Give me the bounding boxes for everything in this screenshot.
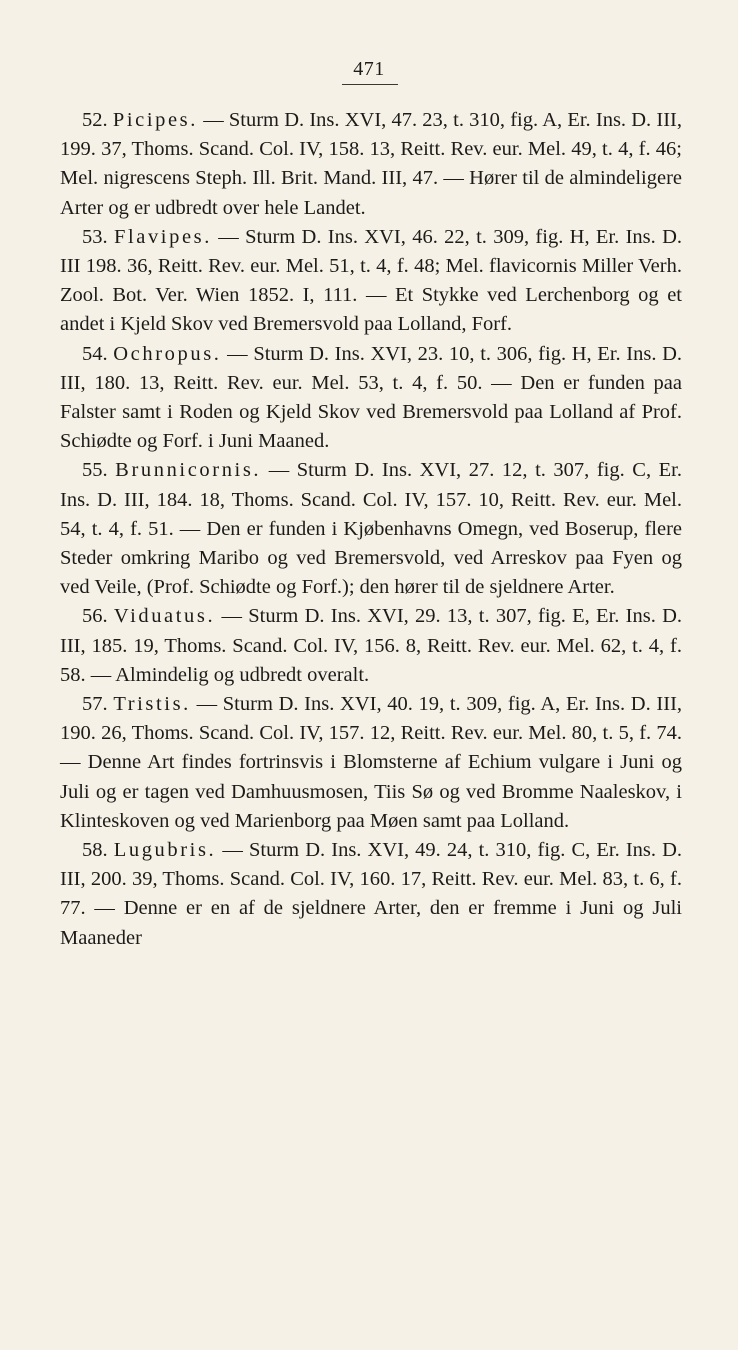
entry-text: — Sturm D. Ins. XVI, 49. 24, t. 310, fig. C, Er. Ins. D. III, 200. 39, Thoms. Scand. Col. IV, 160. 17, Reitt. Rev. eur. Mel. 83, t. 6, f. 77. — Denne er en af de sjeldnere Arter, den er fremme i Juni og Juli Maaneder bbox=[60, 839, 683, 949]
entry-text: — Sturm D. Ins. XVI, 23. 10, t. 306, fig. H, Er. Ins. D. III, 180. 13, Reitt. Rev. eur. Mel. 53, t. 4, f. 50. — Den er funden paa Falster samt i Roden og Kjeld Skov ved Bremersvold paa Lolland af Prof. Schiødte og Forf. i Juni Maaned. bbox=[60, 342, 683, 453]
species-name: Tristis. bbox=[113, 693, 191, 716]
species-name: Lugubris. bbox=[113, 839, 217, 862]
species-entry-58 bbox=[60, 836, 682, 953]
entry-number: 56. bbox=[82, 605, 108, 628]
page-number: 471 bbox=[353, 58, 385, 80]
entry-text: — Sturm D. Ins. XVI, 40. 19, t. 309, fig. A, Er. Ins. D. III, 190. 26, Thoms. Scand. Col. IV, 157. 12, Reitt. Rev. eur. Mel. 80, t. 5, f. 74. — Denne Art findes fortrinsvis i Blomsterne af Echium vulgare i Juni og Juli og er tagen ved Damhuusmosen, Tiis Sø og ved Bromme Naaleskov, i Klinteskoven og ved Marienborg paa Møen samt paa Lolland. bbox=[60, 693, 683, 832]
entry-number: 54. bbox=[82, 342, 108, 365]
entry-text: — Sturm D. Ins. XVI, 27. 12, t. 307, fig. C, Er. Ins. D. III, 184. 18, Thoms. Scand. Col. IV, 157. 10, Reitt. Rev. eur. Mel. 54, t. 4, f. 51. — Den er funden i Kjøbenhavns Omegn, ved Boserup, flere Steder omkring Maribo og ved Bremersvold, ved Arreskov paa Fyen og ved Veile, (Prof. Schiødte og Forf.); den hører til de sjeldnere Arter. bbox=[60, 459, 682, 599]
species-entry-56 bbox=[60, 602, 682, 690]
entry-text: — Sturm D. Ins. XVI, 29. 13, t. 307, fig. E, Er. Ins. D. III, 185. 19, Thoms. Scand. Col. IV, 156. 8, Reitt. Rev. eur. Mel. 62, t. 4, f. 58. — Almindelig og udbredt overalt. bbox=[60, 605, 683, 686]
species-entry-53 bbox=[60, 223, 682, 340]
species-name: Ochropus. bbox=[113, 342, 222, 365]
species-entry-57 bbox=[60, 690, 682, 836]
entry-text: — Sturm D. Ins. XVI, 46. 22, t. 309, fig. H, Er. Ins. D. III 198. 36, Reitt. Rev. eur. Mel. 51, t. 4, f. 48; Mel. flavicornis Miller Verh. Zool. Bot. Ver. Wien 1852. I, 111. — Et Stykke ved Lerchenborg og et andet i Kjeld Skov ved Bremersvold paa Lolland, Forf. bbox=[60, 225, 683, 336]
species-entry-55 bbox=[60, 456, 682, 602]
page-number-rule bbox=[342, 84, 398, 85]
species-entry-54 bbox=[60, 340, 682, 457]
entry-number: 55. bbox=[82, 459, 108, 482]
entry-number: 58. bbox=[82, 839, 108, 862]
entry-number: 53. bbox=[82, 225, 108, 248]
species-name: Brunnicornis. bbox=[115, 459, 262, 482]
entry-number: 52. bbox=[82, 109, 108, 131]
entry-number: 57. bbox=[82, 693, 108, 716]
species-name: Viduatus. bbox=[113, 605, 216, 628]
species-list bbox=[60, 106, 682, 953]
entry-text: — Sturm D. Ins. XVI, 47. 23, t. 310, fig. A, Er. Ins. D. III, 199. 37, Thoms. Scand. Col. IV, 158. 13, Reitt. Rev. eur. Mel. 49, t. 4, f. 46; Mel. nigrescens Steph. Ill. Brit. Mand. III, 47. — Hører til de almindeligere Arter og er udbredt over hele Landet. bbox=[60, 109, 682, 219]
species-entry-52 bbox=[60, 106, 682, 223]
species-name: Picipes. bbox=[112, 109, 198, 131]
species-name: Flavipes. bbox=[113, 225, 212, 248]
